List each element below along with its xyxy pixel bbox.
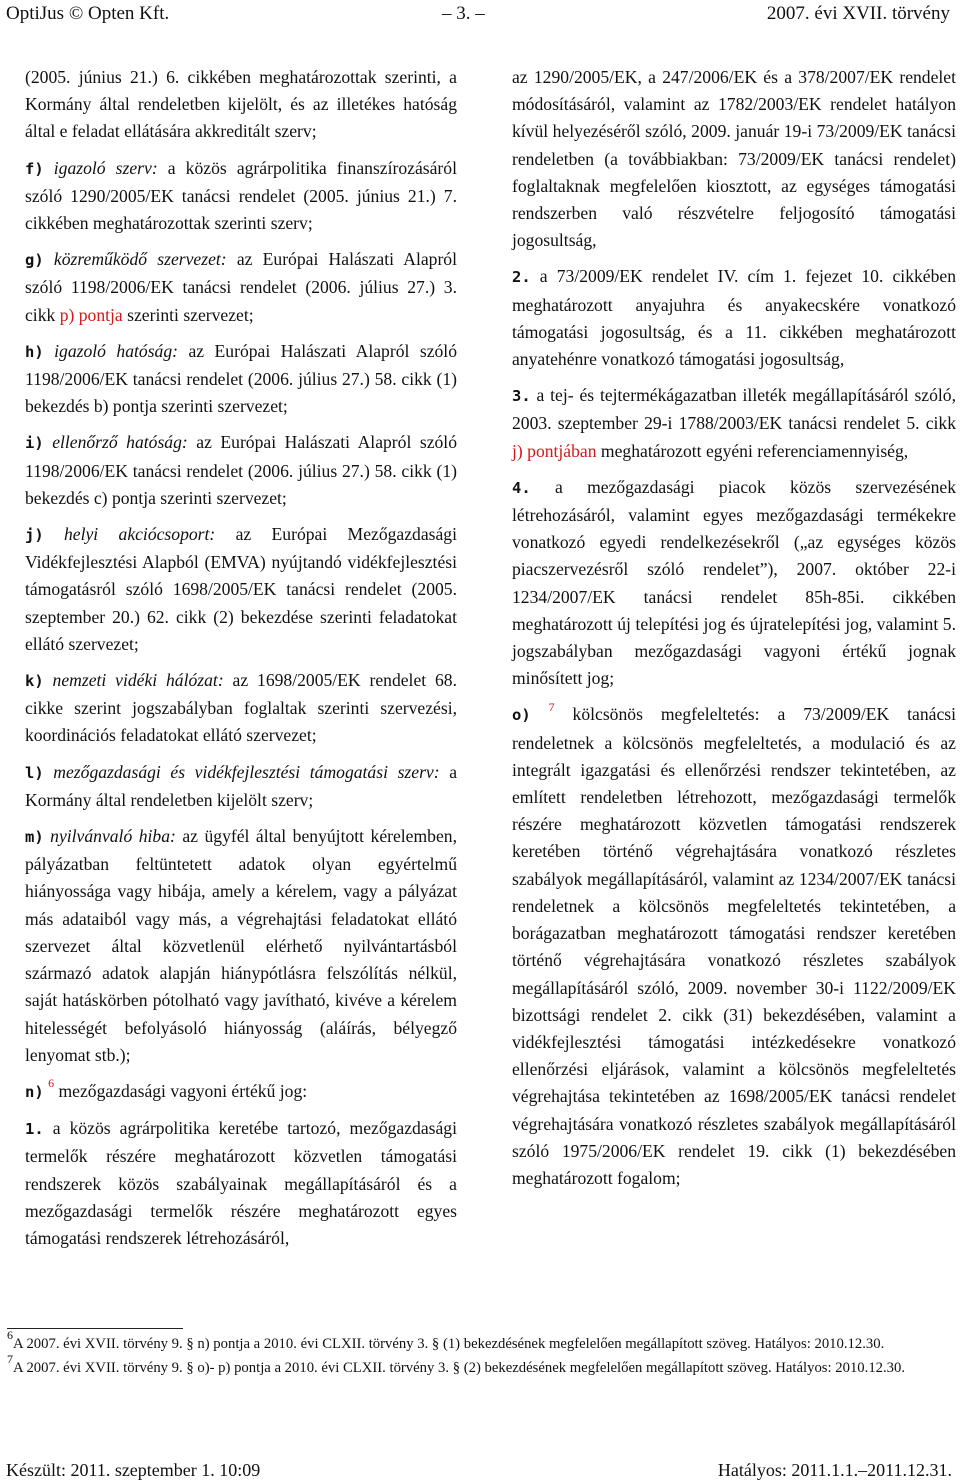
item-label: h) xyxy=(25,342,44,361)
item-label: o) xyxy=(512,706,531,725)
created-date: Készült: 2011. szeptember 1. 10:09 xyxy=(6,1460,261,1480)
item-label: m) xyxy=(25,828,44,847)
definition-text: mezőgazdasági vagyoni értékű jog: xyxy=(54,1080,308,1101)
subitem-text: a mezőgazdasági piacok közös szervezésének létrehozásáról, valamint egyes mezőgazdasági termékekre vonatkozó egyedi rendelkezésekről („az egységes közös piacszervezésről szóló rendelet”), 2007. október 22-i 1234/2007/EK tanácsi rendelet 85h-85i. cikkében meghatározott új telepítési jog és újratelepítési jog, valamint 5. jogszabályban mezőgazdasági vagyoni értékű jognak minősített jog; xyxy=(512,476,956,689)
definition-m xyxy=(25,823,457,1069)
definition-i xyxy=(25,429,457,512)
subitem-4 xyxy=(512,474,956,693)
definition-j xyxy=(25,521,457,658)
item-label: i) xyxy=(25,434,44,453)
defined-term: nyilvánvaló hiba: xyxy=(50,826,176,847)
definition-h xyxy=(25,338,457,421)
defined-term: mezőgazdasági és vidékfejlesztési támogatási szerv: xyxy=(53,761,440,782)
footnote-6 xyxy=(7,1328,955,1354)
definition-k xyxy=(25,667,457,750)
subitem-2 xyxy=(512,263,956,373)
subitem-text: a 73/2009/EK rendelet IV. cím 1. fejezet 10. cikkében meghatározott anyajuhra és anyakecskére vonatkozó támogatási jogosultság, és a 11. cikkében meghatározott anyatehénre vonatkozó támogatási jogosultság, xyxy=(512,266,956,370)
defined-term: igazoló szerv: xyxy=(53,157,158,178)
defined-term: igazoló hatóság: xyxy=(54,340,178,361)
item-label: n) xyxy=(25,1082,44,1101)
footnote-text: A 2007. évi XVII. törvény 9. § o)- p) pontja a 2010. évi CLXII. törvény 3. § (2) bekezdésének megfelelően megállapított szöveg. Hatályos: 2010.12.30. xyxy=(13,1360,906,1376)
defined-term: közreműködő szervezet: xyxy=(53,249,227,270)
page-header xyxy=(0,0,960,30)
footnote-divider xyxy=(7,1328,183,1329)
footnote-7 xyxy=(7,1352,955,1378)
defined-term: helyi akciócsoport: xyxy=(64,524,216,545)
definition-n xyxy=(25,1078,457,1106)
header-publisher: OptiJus © Opten Kft. xyxy=(6,3,170,24)
subitem-text: meghatározott egyéni referenciamennyiség, xyxy=(596,440,909,461)
subitem-number: 2. xyxy=(512,268,531,287)
item-label: f) xyxy=(25,159,44,178)
subitem-text: a tej- és tejtermékágazatban illeték megállapításáról szóló, 2003. szeptember 29-i 1788/2003/EK tanácsi rendelet 5. cikk xyxy=(512,385,956,434)
cross-reference-link[interactable]: j) pontjában xyxy=(512,440,597,461)
subitem-text: a közös agrárpolitika keretébe tartozó, mezőgazdasági termelők részére meghatározott közvetlen támogatási rendszerek közös szabályainak megállapításáról és a mezőgazdasági termelők részére meghatározott egyes támogatási rendszerek létrehozásáról, xyxy=(25,1118,457,1248)
page-footer xyxy=(0,1456,960,1484)
footnote-number: 6 xyxy=(7,1328,13,1343)
page-number: – 3. – xyxy=(442,3,485,24)
subitem-number: 1. xyxy=(25,1120,44,1139)
definition-text: a Kormány által rendeletben kijelölt szerv; xyxy=(25,761,457,810)
definition-text: az Európai Mezőgazdasági Vidékfejlesztési Alapból (EMVA) nyújtandó vidékfejlesztési támogatásról szóló 1698/2005/EK tanácsi rendelet (2005. szeptember 20.) 62. cikk (2) bekezdése szerinti feladatokat ellátó szervezet; xyxy=(25,524,457,654)
definition-l xyxy=(25,759,457,814)
footnotes xyxy=(7,1328,955,1382)
continuation-paragraph: az 1290/2005/EK, a 247/2006/EK és a 378/2007/EK rendelet módosításáról, valamint az 1782/2003/EK rendelet hatályon kívül helyezéséről szóló, 2009. január 19-i 73/2009/EK tanácsi rendeletben (a továbbiakban: 73/2009/EK tanácsi rendelet) foglaltaknak megfelelően kiosztott, az egységes támogatási rendszerben való részvételre feljogosító támogatási jogosultság, xyxy=(512,67,956,251)
definition-text: szerinti szervezet; xyxy=(122,304,254,325)
item-label: g) xyxy=(25,251,44,270)
definition-text: a közös agrárpolitika finanszírozásáról szóló 1290/2005/EK tanácsi rendelet (2005. június 21.) 7. cikkében meghatározottak szerinti szerv; xyxy=(25,157,457,234)
definition-g xyxy=(25,246,457,329)
item-label: l) xyxy=(25,763,44,782)
intro-paragraph: (2005. június 21.) 6. cikkében meghatározottak szerinti, a Kormány által rendeletben kijelölt, és az illetékes hatóság által e feladat ellátására akkreditált szerv; xyxy=(25,67,457,142)
subitem-3 xyxy=(512,382,956,465)
definition-text: az Európai Halászati Alapról szóló 1198/2006/EK tanácsi rendelet (2006. július 27.) 3. cikk xyxy=(25,249,457,325)
subitem-number: 3. xyxy=(512,387,531,406)
cross-reference-link[interactable]: p) pontja xyxy=(59,304,123,325)
right-column xyxy=(512,64,956,1201)
definition-text: az Európai Halászati Alapról szóló 1198/2006/EK tanácsi rendelet (2006. július 27.) 58. cikk (1) bekezdés b) pontja szerinti szervezet; xyxy=(25,340,457,417)
definition-text: az ügyfél által benyújtott kérelemben, pályázatban feltüntetett adatok olyan egyértelmű hiányossága vagy hibája, amely a kérelem, vagy a pályázat más adataiból vagy más, a végrehajtási feladatokat ellátó szervezet által közvetlenül elérhető nyilvántartásból származó adatok alapján hiánypótlásra felszólítás nélkül, saját hatáskörben pótolható vagy javítható, kivéve a kérelem hitelességét befolyásoló hiányosság (aláírás, bélyegző lenyomat stb.); xyxy=(25,826,457,1065)
left-column xyxy=(25,64,457,1261)
footnote-ref[interactable]: 7 xyxy=(548,699,555,714)
footnote-number: 7 xyxy=(7,1352,13,1367)
definition-text: az 1698/2005/EK rendelet 68. cikke szerint jogszabályban foglaltak szerinti szervezési, koordinációs feladatokat ellátó szervezet; xyxy=(25,670,457,746)
definition-f xyxy=(25,155,457,238)
definition-text: kölcsönös megfeleltetés: a 73/2009/EK tanácsi rendeletnek a kölcsönös megfeleltetés, a modulació és az integrált igazgatási és ellenőrzési rendszer tekintetében, az említett rendeletben létrehozott, mezőgazdasági termelők részére meghatározott közvetlen támogatási rendszerek keretében történő végrehajtására vonatkozó részletes szabályok megállapításáról, valamint az 1234/2007/EK tanácsi rendeletnek a kölcsönös megfeleltetés tekintetében, a borágazatban meghatározott támogatási rendszer keretében történő végrehajtására vonatkozó részletes szabályok megállapításáról szóló, 2009. november 30-i 1122/2009/EK bizottsági rendelet 2. cikk (31) bekezdésében, valamint a vidékfejlesztési támogatási intézkedésekre vonatkozó ellenőrzési eljárások, valamint a kölcsönös megfeleltetés végrehajtása tekintetében az 1698/2005/EK tanácsi rendelet végrehajtására vonatkozó részletes szabályok megállapításáról szóló 1975/2006/EK rendelet 19. cikk (1) bekezdésében meghatározott fogalom; xyxy=(512,704,956,1188)
definition-text: az Európai Halászati Alapról szóló 1198/2006/EK tanácsi rendelet (2006. július 27.) 58. cikk (1) bekezdés c) pontja szerinti szervezet; xyxy=(25,432,457,508)
item-label: j) xyxy=(25,526,44,545)
effective-period: Hatályos: 2011.1.1.–2011.12.31. xyxy=(717,1460,952,1480)
definition-o xyxy=(512,701,956,1192)
subitem-1 xyxy=(25,1115,457,1252)
defined-term: ellenőrző hatóság: xyxy=(52,432,188,453)
header-law-title: 2007. évi XVII. törvény xyxy=(766,3,950,24)
footnote-text: A 2007. évi XVII. törvény 9. § n) pontja a 2010. évi CLXII. törvény 3. § (1) bekezdésének megfelelően megállapított szöveg. Hatályos: 2010.12.30. xyxy=(13,1336,885,1352)
subitem-number: 4. xyxy=(512,478,531,497)
footnote-ref[interactable]: 6 xyxy=(48,1076,55,1091)
item-label: k) xyxy=(25,672,44,691)
defined-term: nemzeti vidéki hálózat: xyxy=(52,670,224,691)
